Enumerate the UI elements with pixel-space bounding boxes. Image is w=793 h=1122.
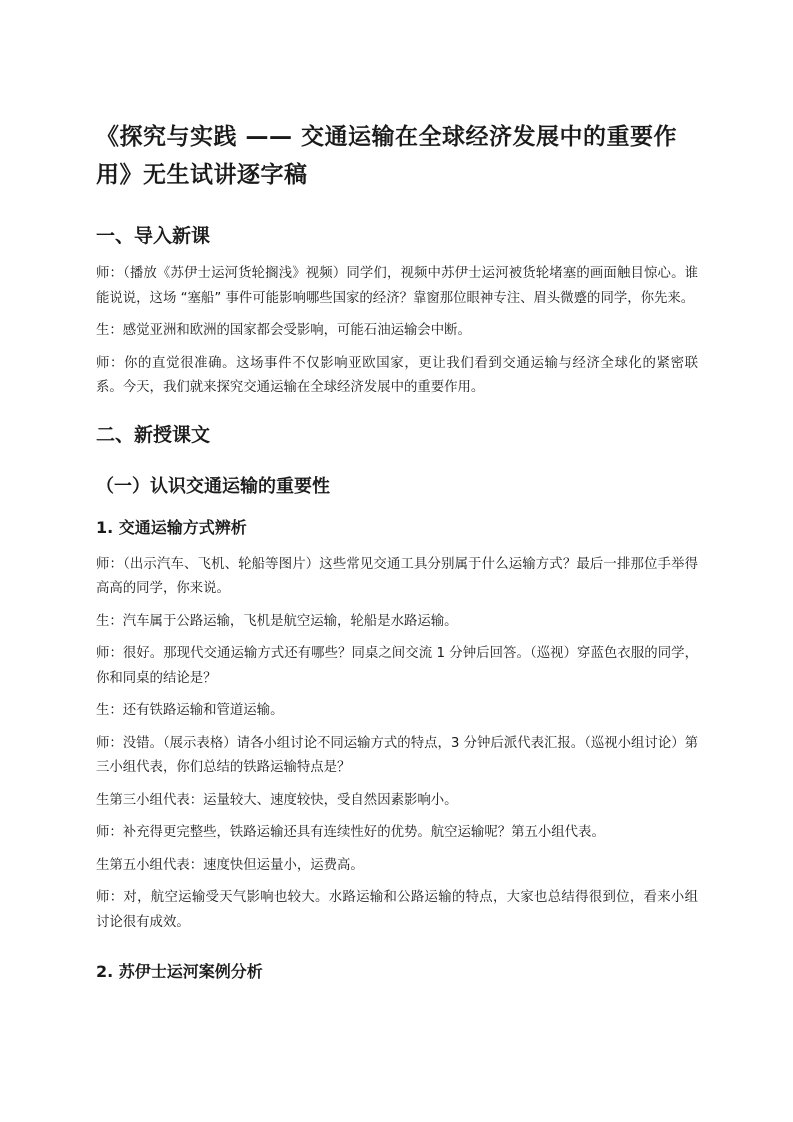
paragraph: 师：（播放《苏伊士运河货轮搁浅》视频）同学们，视频中苏伊士运河被货轮堵塞的画面触目惊心。谁能说说，这场 “塞船” 事件可能影响哪些国家的经济？靠窗那位眼神专注、眉头微蹙的同学，你先来。: [96, 266, 698, 306]
subsection-heading: （一）认识交通运输的重要性: [96, 475, 330, 497]
paragraph: 师：补充得更完整些，铁路运输还具有连续性好的优势。航空运输呢？第五小组代表。: [96, 825, 605, 840]
paragraph: 师：（出示汽车、飞机、轮船等图片）这些常见交通工具分别属于什么运输方式？最后一排那位手举得高高的同学，你来说。: [96, 556, 698, 596]
paragraph: 师：你的直觉很准确。这场事件不仅影响亚欧国家，更让我们看到交通运输与经济全球化的紧密联系。今天，我们就来探究交通运输在全球经济发展中的重要作用。: [96, 355, 698, 395]
paragraph: 生第三小组代表：运量较大、速度较快，受自然因素影响小。: [96, 792, 458, 808]
paragraph: 生第五小组代表：速度快但运量小，运费高。: [96, 857, 364, 873]
paragraph: 师：对，航空运输受天气影响也较大。水路运输和公路运输的特点，大家也总结得很到位，看来小组讨论很有成效。: [96, 890, 698, 930]
part-heading-suez-case: 2. 苏伊士运河案例分析: [96, 962, 263, 981]
paragraph: 生：汽车属于公路运输，飞机是航空运输，轮船是水路运输。: [96, 613, 458, 629]
document-title: 《探究与实践 —— 交通运输在全球经济发展中的重要作用》无生试讲逐字稿: [96, 124, 678, 188]
document-page: [96, 118, 698, 997]
paragraph: 师：没错。（展示表格）请各小组讨论不同运输方式的特点，3 分钟后派代表汇报。（巡视小组讨论）第三小组代表，你们总结的铁路运输特点是？: [96, 735, 698, 775]
section-heading-new-lesson: 二、新授课文: [96, 423, 211, 446]
paragraph: 生：还有铁路运输和管道运输。: [96, 703, 284, 718]
part-heading-transport-modes: 1. 交通运输方式辨析: [96, 517, 247, 537]
paragraph: 生：感觉亚洲和欧洲的国家都会受影响，可能石油运输会中断。: [96, 323, 471, 338]
section-heading-intro: 一、导入新课: [96, 225, 211, 247]
paragraph: 师：很好。那现代交通运输方式还有哪些？同桌之间交流 1 分钟后回答。（巡视）穿蓝色衣服的同学，你和同桌的结论是？: [96, 646, 698, 686]
